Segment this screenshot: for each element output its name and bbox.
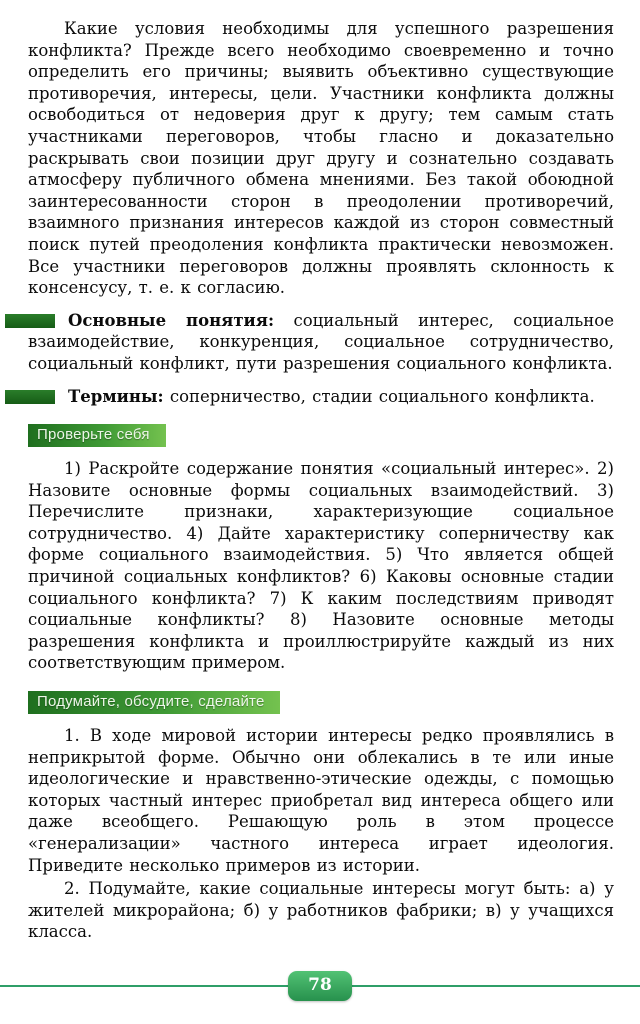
terms-text: соперничество, стадии социального конфликта. <box>169 386 595 406</box>
think-discuss-banner: Подумайте, обсудите, сделайте <box>28 691 280 714</box>
think-discuss-task-2: 2. Подумайте, какие социальные интересы могут быть: а) у жителей микрорайона; б) у работников фабрики; в) у учащихся класса. <box>28 879 614 942</box>
terms-paragraph <box>28 386 614 408</box>
check-yourself-banner-row <box>28 424 614 447</box>
think-discuss-task-1: 1. В ходе мировой истории интересы редко проявлялись в неприкрытой форме. Обычно они облекались в те или иные идеологические и нравственно-этические одежды, с помощью которых частный интерес приобретал вид интереса общего или даже всеобщего. Решающую роль в этом процессе «генерализации» частного интереса играет идеология. Приведите несколько примеров из истории. <box>28 726 614 875</box>
concepts-text: социальный интерес, социальное взаимодействие, конкуренция, социальное сотрудничество, социальный конфликт, пути разрешения социального конфликта. <box>28 310 614 373</box>
intro-paragraph: Какие условия необходимы для успешного разрешения конфликта? Прежде всего необходимо своевременно и точно определить его причины; выявить объективно существующие противоречия, интересы, цели. Участники конфликта должны освободиться от недоверия друг к другу; тем самым стать участниками переговоров, чтобы гласно и доказательно раскрывать свои позиции друг другу и сознательно создавать атмосферу публичного обмена мнениями. Без такой обоюдной заинтересованности сторон в преодолении противоречий, взаимного признания интересов каждой из сторон совместный поиск путей преодоления конфликта практически невозможен. Все участники переговоров должны проявлять склонность к консенсусу, т. е. к согласию. <box>28 19 614 298</box>
check-yourself-questions: 1) Раскройте содержание понятия «социальный интерес». 2) Назовите основные формы социальных взаимодействий. 3) Перечислите признаки, характеризующие социальное сотрудничество. 4) Дайте характеристику соперничеству как форме социального взаимодействия. 5) Что является общей причиной социальных конфликтов? 6) Каковы основные стадии социального конфликта? 7) К каким последствиям приводят социальные конфликты? 8) Назовите основные методы разрешения конфликта и проиллюстрируйте каждый из них соответствующим примером. <box>28 459 614 673</box>
concepts-label: Основные понятия: <box>68 310 275 330</box>
think-discuss-banner-row <box>28 691 614 714</box>
green-marker-icon <box>5 390 55 404</box>
page-number-tab <box>288 971 352 1001</box>
terms-label: Термины: <box>68 386 164 406</box>
concepts-paragraph <box>28 310 614 375</box>
check-yourself-banner: Проверьте себя <box>28 424 166 447</box>
green-marker-icon <box>5 314 55 328</box>
page-number: 78 <box>308 975 332 995</box>
